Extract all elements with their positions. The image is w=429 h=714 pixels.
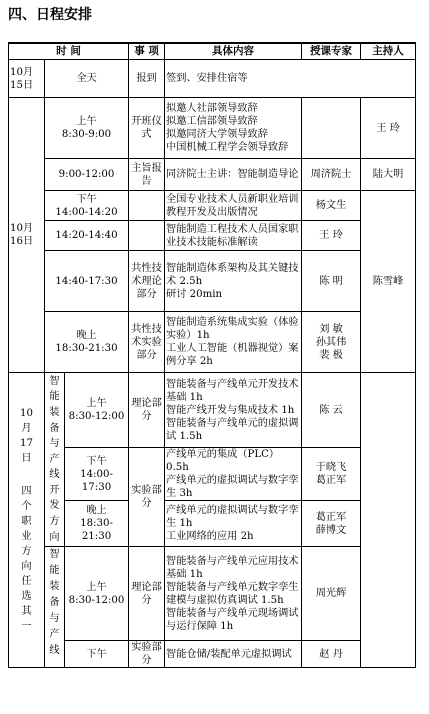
content-line: 产线单元的虚拟调试与数字孪生 3h bbox=[166, 475, 299, 499]
content-line: 智能装备与产线单元现场调试与运行保障 1h bbox=[166, 607, 299, 632]
track-char: 向 bbox=[49, 531, 60, 543]
time-cell: 9:00-12:00 bbox=[45, 159, 129, 191]
time-cell bbox=[65, 373, 129, 448]
track-char: 智 bbox=[49, 375, 60, 387]
content-line: 工业人工智能（机器视觉）案例分享 2h bbox=[166, 343, 299, 367]
content-line: 智能制造体系架构及其关键技术 2.5h bbox=[166, 262, 299, 287]
expert-name: 葛正军 bbox=[315, 511, 347, 523]
time-label: 下午 bbox=[76, 193, 97, 205]
content-line: 智能装备与产线单元应用技术基础 1h bbox=[166, 555, 299, 580]
date-cell: 10月15日 bbox=[9, 60, 45, 98]
time-label: 上午 bbox=[76, 116, 97, 127]
track-char: 线 bbox=[49, 645, 60, 656]
content-cell bbox=[165, 448, 302, 501]
content-line: 拟邀人社部领导致辞 bbox=[166, 103, 258, 114]
item-cell: 理论部分 bbox=[129, 373, 165, 448]
item-cell bbox=[129, 221, 165, 251]
table-row bbox=[9, 98, 416, 159]
content-cell: 签到、安排住宿等 bbox=[165, 60, 416, 98]
table-row bbox=[9, 641, 416, 668]
date-char: 月 bbox=[21, 423, 32, 434]
date-cell bbox=[9, 373, 45, 668]
time-cell bbox=[65, 501, 129, 547]
content-cell: 智能制造工程技术人员国家职业技术技能标准解读 bbox=[165, 221, 302, 251]
expert-cell: 杨文生 bbox=[302, 191, 361, 221]
host-cell: 陈雪峰 bbox=[361, 191, 416, 373]
time-cell bbox=[45, 191, 129, 221]
track-vertical bbox=[46, 374, 63, 546]
track-char: 开 bbox=[49, 484, 60, 496]
content-line: 智能装备与产线单元开发技术基础 1h bbox=[166, 378, 299, 403]
note-char: 任 bbox=[21, 576, 32, 587]
time-label: 晚上 bbox=[76, 330, 97, 341]
content-line: 产线单元的集成（PLC）0.5h bbox=[166, 449, 280, 473]
expert-name: 于晓飞 bbox=[315, 462, 347, 473]
table-row bbox=[9, 501, 416, 547]
content-line: 拟邀工信部领导致辞 bbox=[166, 116, 258, 127]
expert-cell: 赵 丹 bbox=[302, 641, 361, 668]
host-cell bbox=[361, 373, 416, 668]
content-line: 研讨 20min bbox=[166, 288, 223, 300]
table-row bbox=[9, 60, 416, 98]
header-host: 主持人 bbox=[361, 43, 416, 60]
track-char: 方 bbox=[49, 516, 60, 528]
header-time: 时 间 bbox=[9, 43, 129, 60]
item-cell: 共性技术实验部分 bbox=[129, 312, 165, 373]
expert-cell: 周光辉 bbox=[302, 547, 361, 641]
time-label: 上午 bbox=[86, 581, 107, 593]
header-item: 事 项 bbox=[129, 43, 165, 60]
expert-name: 刘 敏 bbox=[319, 323, 343, 335]
track-char: 备 bbox=[49, 422, 60, 434]
expert-cell: 王 玲 bbox=[302, 221, 361, 251]
content-cell bbox=[165, 312, 302, 373]
track-cell bbox=[45, 373, 65, 547]
note-char: 业 bbox=[21, 531, 32, 542]
track-char: 与 bbox=[49, 613, 60, 624]
time-range: 18:30-21:30 bbox=[55, 343, 118, 354]
content-line: 智能制造系统集成实验（体验实验）1h bbox=[166, 317, 299, 341]
date-cell: 10月16日 bbox=[9, 98, 45, 373]
date-vertical bbox=[10, 406, 43, 634]
item-cell: 实验部分 bbox=[129, 448, 165, 547]
note-char: 四 bbox=[21, 486, 32, 497]
content-cell bbox=[165, 501, 302, 547]
note-char: 其 bbox=[21, 606, 32, 617]
item-cell bbox=[129, 191, 165, 221]
expert-name: 薛博文 bbox=[315, 524, 347, 536]
time-cell bbox=[65, 448, 129, 501]
content-line: 工业网络的应用 2h bbox=[166, 531, 254, 542]
track-char: 线 bbox=[49, 469, 60, 481]
time-range: 8:30-9:00 bbox=[61, 129, 112, 140]
content-line: 中国机械工程学会领导致辞 bbox=[166, 142, 289, 153]
track-char: 能 bbox=[49, 391, 60, 403]
host-cell: 陆大明 bbox=[361, 159, 416, 191]
header-expert: 授课专家 bbox=[302, 43, 361, 60]
time-cell bbox=[45, 312, 129, 373]
expert-cell bbox=[302, 501, 361, 547]
track-char: 产 bbox=[49, 629, 60, 640]
date-char: 10 bbox=[20, 408, 33, 419]
content-cell bbox=[165, 373, 302, 448]
section-heading: 四、日程安排 bbox=[8, 7, 92, 23]
table-header-row bbox=[9, 43, 416, 60]
time-cell: 14:20-14:40 bbox=[45, 221, 129, 251]
time-cell: 全天 bbox=[45, 60, 129, 98]
track-char: 智 bbox=[49, 549, 60, 560]
time-cell bbox=[45, 98, 129, 159]
date-char: 日 bbox=[21, 453, 32, 464]
time-cell: 下午 bbox=[65, 641, 129, 668]
content-cell: 同济院士主讲：智能制造导论 bbox=[165, 159, 302, 191]
expert-cell bbox=[302, 448, 361, 501]
item-cell: 实验部分 bbox=[129, 641, 165, 668]
track-cell bbox=[45, 547, 65, 668]
content-line: 拟邀同济大学领导致辞 bbox=[166, 129, 268, 140]
note-char: 职 bbox=[21, 516, 32, 527]
content-cell bbox=[165, 98, 302, 159]
track-vertical bbox=[46, 547, 63, 659]
date-char: 17 bbox=[20, 438, 33, 449]
time-label: 晚上 bbox=[86, 505, 107, 516]
table-row bbox=[9, 312, 416, 373]
host-cell: 王 玲 bbox=[361, 98, 416, 159]
content-cell bbox=[165, 547, 302, 641]
table-row bbox=[9, 159, 416, 191]
table-row bbox=[9, 373, 416, 448]
item-cell: 理论部分 bbox=[129, 547, 165, 641]
table-row bbox=[9, 191, 416, 221]
expert-cell: 陈 云 bbox=[302, 373, 361, 448]
note-char: 一 bbox=[21, 621, 32, 632]
expert-name: 孙其伟 bbox=[315, 336, 347, 348]
expert-name: 裴 极 bbox=[319, 349, 343, 361]
expert-name: 葛正军 bbox=[315, 475, 347, 486]
table-row bbox=[9, 221, 416, 251]
time-range: 14:00-17:30 bbox=[80, 468, 113, 493]
item-cell: 开班仪式 bbox=[129, 98, 165, 159]
item-cell: 报到 bbox=[129, 60, 165, 98]
track-char: 备 bbox=[49, 597, 60, 608]
time-cell bbox=[65, 547, 129, 641]
content-line: 智能产线开发与集成技术 1h bbox=[166, 404, 295, 416]
time-range: 14:00-14:20 bbox=[55, 206, 118, 218]
content-cell: 智能仓储/装配单元虚拟调试 bbox=[165, 641, 302, 668]
note-char: 选 bbox=[21, 591, 32, 602]
time-label: 上午 bbox=[86, 398, 107, 409]
time-cell: 14:40-17:30 bbox=[45, 251, 129, 312]
track-char: 装 bbox=[49, 581, 60, 592]
table-row bbox=[9, 448, 416, 501]
track-char: 与 bbox=[49, 438, 60, 450]
track-char: 装 bbox=[49, 406, 60, 418]
item-cell: 共性技术理论部分 bbox=[129, 251, 165, 312]
content-line: 智能装备与产线单元的虚拟调试 1.5h bbox=[166, 417, 299, 442]
time-range: 8:30-12:00 bbox=[68, 594, 125, 606]
content-cell bbox=[165, 251, 302, 312]
note-char: 向 bbox=[21, 561, 32, 572]
note-char: 方 bbox=[21, 546, 32, 557]
item-cell: 主旨报告 bbox=[129, 159, 165, 191]
expert-cell: 陈 明 bbox=[302, 251, 361, 312]
table-row bbox=[9, 251, 416, 312]
expert-cell bbox=[302, 98, 361, 159]
table-row bbox=[9, 547, 416, 641]
time-range: 8:30-12:00 bbox=[68, 411, 125, 422]
content-cell: 全国专业技术人员新职业培训教程开发及出版情况 bbox=[165, 191, 302, 221]
content-line: 产线单元的虚拟调试与数字孪生 1h bbox=[166, 505, 299, 529]
expert-cell: 周济院士 bbox=[302, 159, 361, 191]
note-char: 个 bbox=[21, 501, 32, 512]
expert-cell bbox=[302, 312, 361, 373]
time-label: 下午 bbox=[86, 455, 107, 467]
track-char: 能 bbox=[49, 565, 60, 576]
time-range: 18:30-21:30 bbox=[80, 518, 113, 542]
track-char: 产 bbox=[49, 453, 60, 465]
schedule-table bbox=[8, 42, 416, 668]
header-content: 具体内容 bbox=[165, 43, 302, 60]
content-line: 智能装备与产线单元数字孪生建模与虚拟仿真调试 1.5h bbox=[166, 581, 299, 606]
track-char: 发 bbox=[49, 500, 60, 512]
